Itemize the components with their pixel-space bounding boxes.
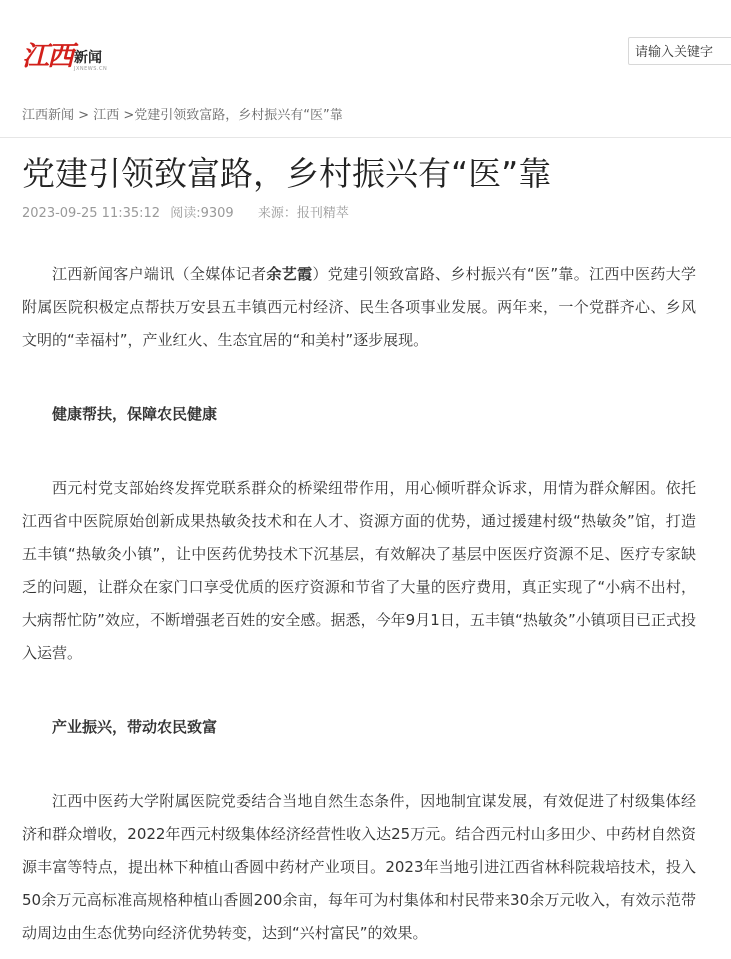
breadcrumb bbox=[22, 107, 343, 125]
breadcrumb-separator: > bbox=[119, 108, 135, 123]
logo-script-text: 江西 bbox=[22, 41, 72, 72]
article-source: 来源：报刊精萃 bbox=[257, 206, 349, 221]
logo-domain: JXNEWS.CN bbox=[74, 66, 108, 72]
read-count: 阅读:9309 bbox=[170, 206, 234, 221]
article-meta bbox=[22, 205, 355, 223]
site-logo[interactable] bbox=[22, 36, 107, 72]
author-name: 余艺霞 bbox=[266, 265, 313, 283]
section-heading: 健康帮扶，保障农民健康 bbox=[52, 405, 218, 423]
breadcrumb-separator: > bbox=[74, 108, 94, 123]
search-input[interactable] bbox=[628, 37, 731, 65]
lead-paragraph: 江西新闻客户端讯（全媒体记者余艺霞）党建引领致富路、乡村振兴有“医”靠。江西中医药大学附属医院积极定点帮扶万安县五丰镇西元村经济、民生各项事业发展。两年来，一个党群齐心、乡风文明的“幸福村”，产业红火、生态宜居的“和美村”逐步展现。 bbox=[22, 265, 696, 349]
breadcrumb-home-link[interactable]: 江西新闻 bbox=[22, 108, 75, 123]
section-heading: 产业振兴，带动农民致富 bbox=[52, 718, 218, 736]
site-header bbox=[0, 0, 731, 100]
article-body bbox=[22, 258, 696, 950]
logo-title: 新闻 bbox=[74, 50, 102, 66]
breadcrumb-section-link[interactable]: 江西 bbox=[93, 108, 120, 123]
article-title: 党建引领致富路，乡村振兴有“医”靠 bbox=[22, 154, 552, 193]
publish-date: 2023-09-25 11:35:12 bbox=[22, 206, 161, 221]
header-divider bbox=[0, 137, 731, 138]
body-paragraph: 江西中医药大学附属医院党委结合当地自然生态条件，因地制宜谋发展，有效促进了村级集体经济和群众增收，2022年西元村级集体经济经营性收入达25万元。结合西元村山多田少、中药材自然资源丰富等特点，提出林下种植山香圆中药材产业项目。2023年当地引进江西省林科院栽培技术，投入50余万元高标准高规格种植山香圆200余亩，每年可为村集体和村民带来30余万元收入，有效示范带动周边由生态优势向经济优势转变，达到“兴村富民”的效果。 bbox=[22, 792, 696, 942]
body-paragraph: 西元村党支部始终发挥党联系群众的桥梁纽带作用，用心倾听群众诉求，用情为群众解困。依托江西省中医院原始创新成果热敏灸技术和在人才、资源方面的优势，通过援建村级“热敏灸”馆，打造五丰镇“热敏灸小镇”，让中医药优势技术下沉基层，有效解决了基层中医医疗资源不足、医疗专家缺乏的问题，让群众在家门口享受优质的医疗资源和节省了大量的医疗费用，真正实现了“小病不出村，大病帮忙防”效应，不断增强老百姓的安全感。据悉，今年9月1日，五丰镇“热敏灸”小镇项目已正式投入运营。 bbox=[22, 479, 696, 662]
breadcrumb-current: 党建引领致富路，乡村振兴有“医”靠 bbox=[134, 108, 343, 123]
